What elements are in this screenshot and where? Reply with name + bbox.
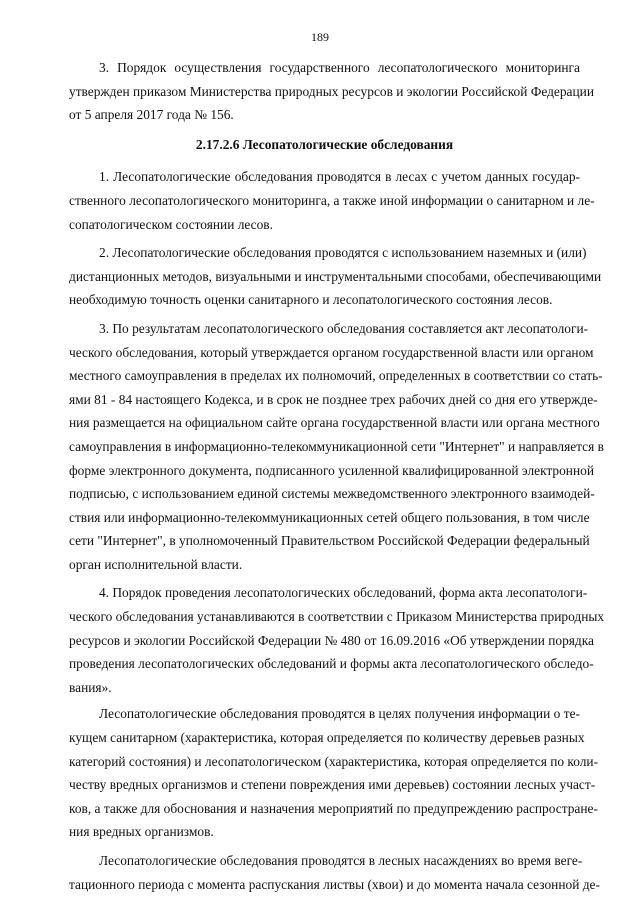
text-line: 3. По результатам лесопатологического обследования составляется акт лесопатологи- [99,320,589,336]
text-line: ческого обследования, который утверждается органом государственной власти или органом [69,344,594,360]
text-line: тационного периода с момента распускания листвы (хвои) и до момента начала сезонной де- [69,876,600,892]
text-line: орган исполнительной власти. [69,556,243,572]
paragraph-2 [69,241,602,312]
text-line: ния вредных организмов. [69,824,214,840]
text-line: 2. Лесопатологические обследования проводятся с использованием наземных и (или) [99,245,587,261]
document-body [69,56,605,901]
paragraph-monitoring-order [69,56,594,127]
text-line: ния размещается на официальном сайте органа государственной власти или органа местного [69,415,600,431]
text-line: ями 81 - 84 настоящего Кодекса, и в срок не позднее трех рабочих дней со дня его утвержде- [69,391,598,407]
text-line: 1. Лесопатологические обследования проводятся в лесах с учетом данных государ- [99,169,580,185]
page-number: 189 [311,30,329,44]
paragraph-1 [69,165,595,236]
paragraph-4 [69,581,605,699]
text-line: от 5 апреля 2017 года № 156. [69,107,234,123]
text-line: ческого обследования устанавливаются в соответствии с Приказом Министерства природных [69,609,605,625]
text-line: сопатологическом состоянии лесов. [69,216,273,232]
text-line: самоуправления в информационно-телекоммуникационной сети "Интернет" и направляется в [69,438,604,454]
text-line: ственного лесопатологического мониторинга, а также иной информации о санитарном и ле- [69,192,595,208]
text-line: ствия или информационно-телекоммуникационных сетей общего пользования, в том числе [69,509,590,525]
text-line: сети "Интернет", в уполномоченный Правительством Российской Федерации федеральный [69,533,590,549]
text-line: дистанционных методов, визуальными и инструментальными способами, обеспечивающими [69,268,602,284]
text-line: Лесопатологические обследования проводятся в лесных насаждениях во время веге- [99,853,583,868]
text-line: 4. Порядок проведения лесопатологических обследований, форма акта лесопатологи- [99,585,588,601]
text-line: подписью, с использованием единой системы межведомственного электронного взаимодей- [69,486,595,502]
text-line: 3. Порядок осуществления государственного лесопатологического мониторинга [99,60,580,75]
text-line: Лесопатологические обследования проводятся в целях получения информации о те- [99,706,580,722]
text-line: ресурсов и экологии Российской Федерации № 480 от 16.09.2016 «Об утверждении порядка [69,632,594,648]
text-line: категорий состояния) и лесопатологическом (характеристика, которая определяется по коли- [69,753,599,769]
text-line: честву вредных организмов и степени повреждения ими деревьев) состоянии лесных участ- [69,777,596,793]
paragraph-timing [69,849,600,896]
text-line: кущем санитарном (характеристика, которая определяется по количеству деревьев разных [69,730,585,746]
text-line: ков, а также для обоснования и назначения мероприятий по предупреждению распростране- [69,800,598,816]
text-line: утвержден приказом Министерства природных ресурсов и экологии Российской Федерации [69,83,594,99]
paragraph-purpose [69,702,599,844]
text-line: необходимую точность оценки санитарного и лесопатологического состояния лесов. [69,292,553,308]
text-line: вания». [69,679,112,695]
paragraph-3 [69,317,604,577]
text-line: местного самоуправления в пределах их полномочий, определенных в соответствии со стать- [69,368,603,384]
section-heading: 2.17.2.6 Лесопатологические обследования [195,136,454,152]
text-line: проведения лесопатологических обследований и формы акта лесопатологического обследо- [69,656,594,672]
text-line: форме электронного документа, подписанного усиленной квалифицированной электронной [69,462,594,478]
